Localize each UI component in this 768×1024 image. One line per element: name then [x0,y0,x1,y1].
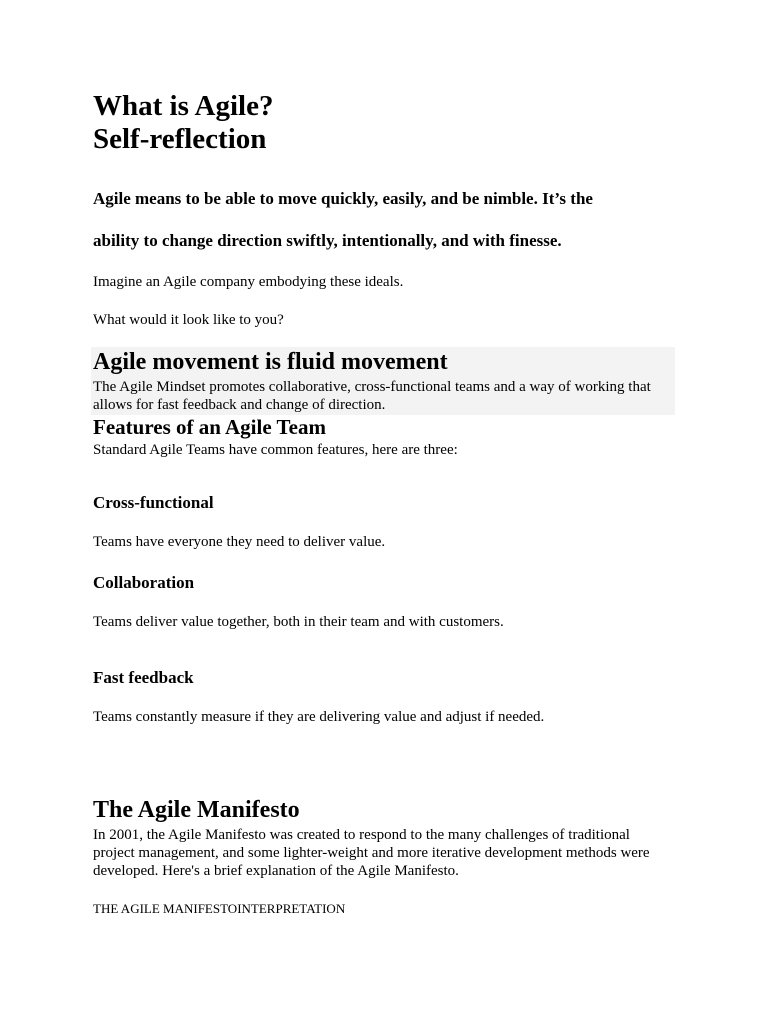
features-intro: Standard Agile Teams have common features, here are three: [93,442,458,458]
fluid-movement-body: The Agile Mindset promotes collaborative, cross-functional teams and a way of working that allows for fast feedback and change of direction. [93,379,651,413]
page-title: What is Agile? [93,90,274,122]
page-subtitle: Self-reflection [93,123,267,155]
lead-line-1: Agile means to be able to move quickly, easily, and be nimble. It’s the [93,189,593,208]
feature-title-collaboration: Collaboration [93,573,195,592]
feature-desc-fast-feedback: Teams constantly measure if they are delivering value and adjust if needed. [93,709,545,725]
feature-desc-collaboration: Teams deliver value together, both in their team and with customers. [93,614,504,630]
features-heading: Features of an Agile Team [93,415,326,439]
fluid-movement-heading: Agile movement is fluid movement [93,349,448,375]
feature-title-cross-functional: Cross-functional [93,493,214,512]
manifesto-heading: The Agile Manifesto [93,797,300,823]
lead-line-2: ability to change direction swiftly, intentionally, and with finesse. [93,231,562,250]
feature-title-fast-feedback: Fast feedback [93,668,194,687]
manifesto-table-header: THE AGILE MANIFESTOINTERPRETATION [93,901,346,916]
feature-desc-cross-functional: Teams have everyone they need to deliver value. [93,534,386,550]
manifesto-body: In 2001, the Agile Manifesto was created to respond to the many challenges of traditional project management, and some lighter-weight and more iterative development methods were developed. Here's a brief explanation of the Agile Manifesto. [93,827,650,879]
question-text: What would it look like to you? [93,312,284,328]
imagine-text: Imagine an Agile company embodying these ideals. [93,274,404,290]
